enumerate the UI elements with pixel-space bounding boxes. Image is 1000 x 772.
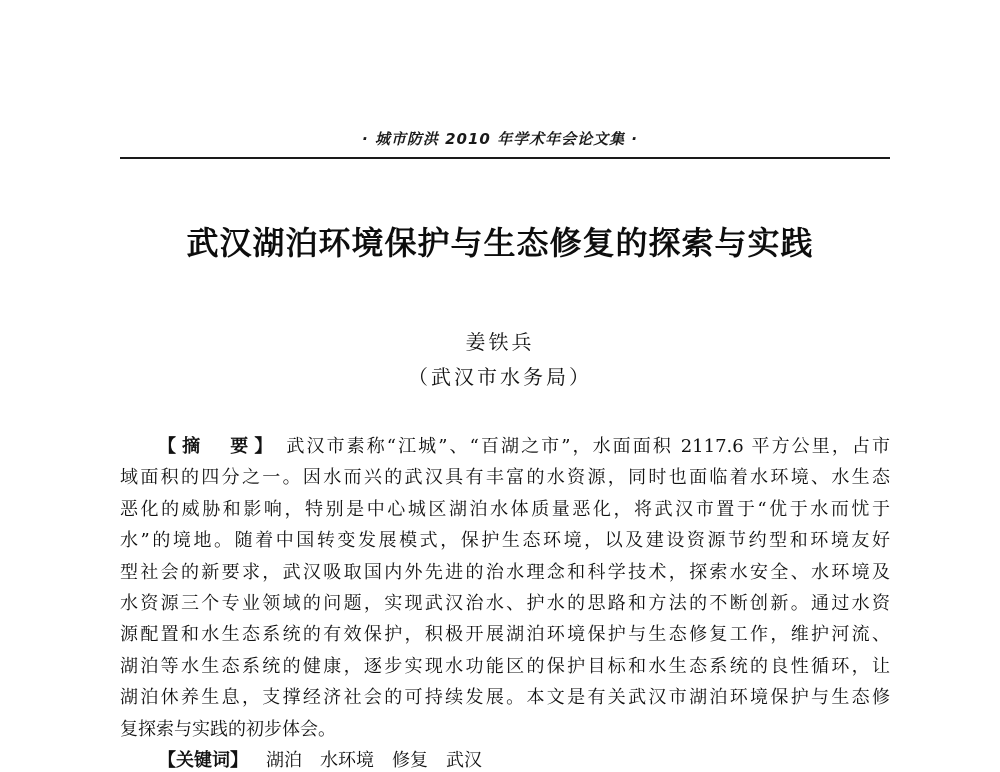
abstract-section	[120, 431, 890, 745]
abstract-line: 域面积的四分之一。因水而兴的武汉具有丰富的水资源，同时也面临着水环境、水生态	[120, 467, 890, 489]
abstract-text: 武汉市素称“江城”、“百湖之市”，水面面积 2117.6 平方公里，占市	[286, 436, 890, 457]
header-rule	[120, 157, 890, 159]
abstract-line: 湖泊等水生态系统的健康，逐步实现水功能区的保护目标和水生态系统的良性循环，让	[120, 655, 890, 677]
keywords-section	[158, 746, 890, 772]
abstract-line: 源配置和水生态系统的有效保护，积极开展湖泊环境保护与生态修复工作，维护河流、	[120, 624, 890, 646]
abstract-label: 【摘 要】	[158, 436, 279, 457]
abstract-line: 水”的境地。随着中国转变发展模式，保护生态环境，以及建设资源节约型和环境友好	[120, 530, 890, 552]
keywords-label: 【关键词】	[158, 750, 248, 771]
abstract-line	[120, 431, 890, 462]
abstract-line: 恶化的威胁和影响，特别是中心城区湖泊水体质量恶化，将武汉市置于“优于水而忧于	[120, 498, 890, 520]
keywords-text: 湖泊 水环境 修复 武汉	[266, 750, 482, 771]
author-name: 姜铁兵	[465, 330, 535, 354]
paper-title: 武汉湖泊环境保护与生态修复的探索与实践	[186, 224, 814, 262]
abstract-line: 型社会的新要求，武汉吸取国内外先进的治水理念和科学技术，探索水安全、水环境及	[120, 561, 890, 583]
author-affiliation: （武汉市水务局）	[408, 365, 592, 389]
running-header: · 城市防洪 2010 年学术年会论文集 ·	[361, 130, 639, 148]
abstract-line: 湖泊休养生息，支撑经济社会的可持续发展。本文是有关武汉市湖泊环境保护与生态修	[120, 687, 890, 709]
abstract-line: 水资源三个专业领域的问题，实现武汉治水、护水的思路和方法的不断创新。通过水资	[120, 592, 890, 614]
abstract-line: 复探索与实践的初步体会。	[120, 718, 336, 740]
